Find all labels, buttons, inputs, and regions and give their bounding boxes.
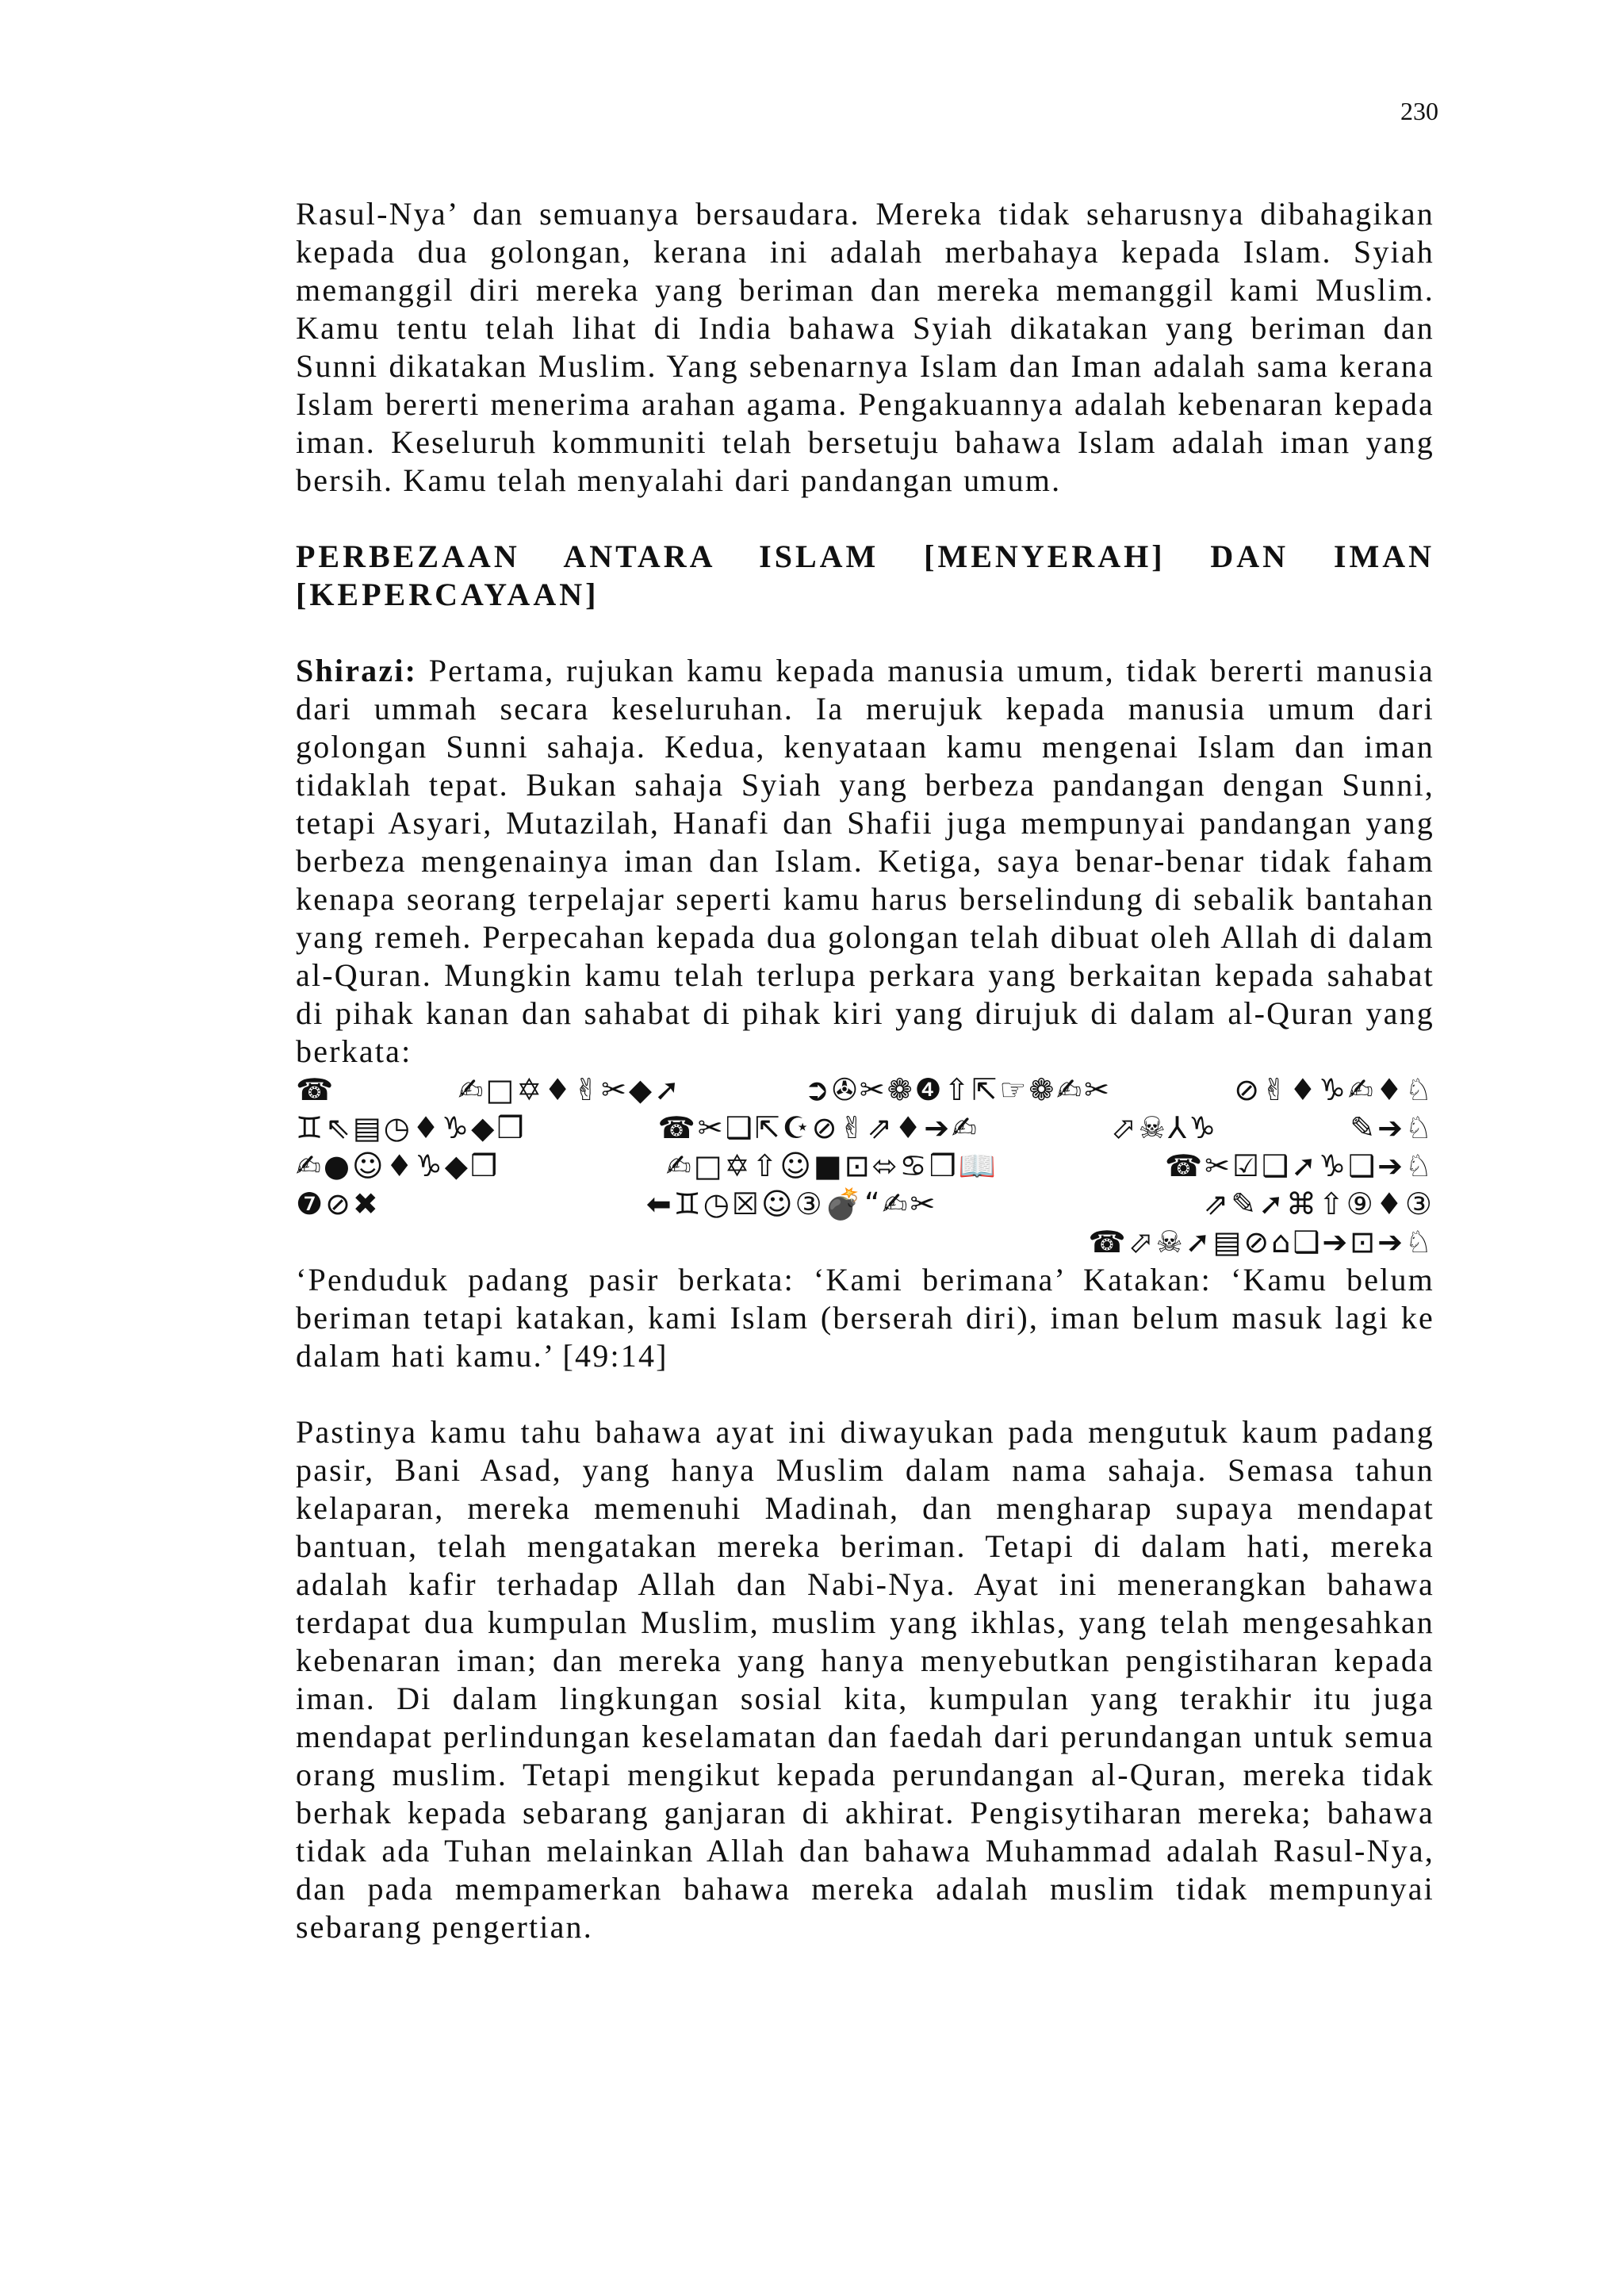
paragraph-shirazi bbox=[296, 652, 1434, 1071]
verse-glyph-line bbox=[296, 1223, 1434, 1261]
speaker-label: Shirazi: bbox=[296, 653, 418, 688]
verse-glyph-word: ❼⊘✖ bbox=[296, 1186, 381, 1221]
verse-glyph-word: ➲✇✂❁❹⇧⇱☞❁✍✂ bbox=[804, 1072, 1112, 1107]
spacer bbox=[296, 614, 1434, 652]
page-number: 230 bbox=[1400, 97, 1438, 125]
verse-glyph-word: ⇗✎➚⌘⇧⑨♦③ bbox=[1203, 1186, 1434, 1221]
spacer bbox=[296, 1375, 1434, 1413]
verse-glyph-word: ✍□✡⇧☺■⊡⬄♋❒📖 bbox=[665, 1148, 998, 1183]
verse-glyph-word: ⬀☠⅄♑ bbox=[1110, 1110, 1219, 1145]
verse-glyph-word: ⊘✌♦♑✍♦♘ bbox=[1234, 1072, 1434, 1107]
verse-translation: ‘Penduduk padang pasir berkata: ‘Kami berimana’ Katakan: ‘Kamu belum beriman tetapi katakan, kami Islam (berserah diri), iman belum masuk lagi ke dalam hati kamu.’ [49:14] bbox=[296, 1262, 1434, 1374]
paragraph-intro: Rasul-Nya’ dan semuanya bersaudara. Mereka tidak seharusnya dibahagikan kepada dua golongan, kerana ini adalah merbahaya kepada Islam. Syiah memanggil diri mereka yang beriman dan mereka memanggil kami Muslim. Kamu tentu telah lihat di India bahawa Syiah dikatakan yang beriman dan Sunni dikatakan Muslim. Yang sebenarnya Islam dan Iman adalah sama kerana Islam bererti menerima arahan agama. Pengakuannya adalah kebenaran kepada iman. Keseluruh kommuniti telah bersetuju bahawa Islam adalah iman yang bersih. Kamu telah menyalahi dari pandangan umum. bbox=[296, 196, 1434, 498]
verse-glyph-word: ☎✂❑⇱☪⊘✌⇗♦➔✍ bbox=[657, 1110, 979, 1145]
page-body bbox=[296, 195, 1434, 1946]
spacer bbox=[296, 500, 1434, 538]
verse-glyph-word: ✍□✡♦✌✂◆➚ bbox=[458, 1072, 682, 1107]
verse-glyph-line bbox=[296, 1071, 1434, 1109]
verse-glyph-line bbox=[296, 1109, 1434, 1147]
paragraph-explanation: Pastinya kamu tahu bahawa ayat ini diwayukan pada mengutuk kaum padang pasir, Bani Asad, yang hanya Muslim dalam nama sahaja. Semasa tahun kelaparan, mereka memenuhi Madinah, dan mengharap supaya mendapat bantuan, telah mengatakan mereka beriman. Tetapi di dalam hati, mereka adalah kafir terhadap Allah dan Nabi-Nya. Ayat ini menerangkan bahawa terdapat dua kumpulan Muslim, muslim yang ikhlas, yang telah mengesahkan kebenaran iman; dan mereka yang hanya menyebutkan pengistiharan kepada iman. Di dalam lingkungan sosial kita, kumpulan yang terakhir itu juga mendapat perlindungan keselamatan dan faedah dari perundangan untuk semua orang muslim. Tetapi mengikut kepada perundangan al-Quran, mereka tidak berhak kepada sebarang ganjaran di akhirat. Pengisytiharan mereka; bahawa tidak ada Tuhan melainkan Allah dan bahawa Muhammad adalah Rasul-Nya, dan pada mempamerkan bahawa mereka adalah muslim tidak mempunyai sebarang pengertian. bbox=[296, 1414, 1434, 1945]
verse-glyph-word: ✍●☺♦♑◆❒ bbox=[296, 1148, 500, 1183]
verse-glyph-word: ☎ bbox=[296, 1072, 336, 1107]
verse-glyph-line bbox=[296, 1147, 1434, 1185]
verse-glyph-word: ⬅♊◷☒☺③💣“✍✂ bbox=[645, 1186, 938, 1221]
verse-glyph-word: ♊⇖▤◷♦♑◆❒ bbox=[296, 1110, 527, 1145]
verse-glyph-line bbox=[296, 1185, 1434, 1223]
section-heading-line2: [KEPERCAYAAN] bbox=[296, 577, 599, 612]
quran-verse-glyphs bbox=[296, 1071, 1434, 1261]
section-heading-line1: PERBEZAAN ANTARA ISLAM [MENYERAH] DAN IMAN bbox=[296, 539, 1434, 574]
paragraph-shirazi-text: Pertama, rujukan kamu kepada manusia umum, tidak bererti manusia dari ummah secara keseluruhan. Ia merujuk kepada manusia umum dari golongan Sunni sahaja. Kedua, kenyataan kamu mengenai Islam dan iman tidaklah tepat. Bukan sahaja Syiah yang berbeza pandangan dengan Sunni, tetapi Asyari, Mutazilah, Hanafi dan Shafii juga mempunyai pandangan yang berbeza mengenainya iman dan Islam. Ketiga, saya benar-benar tidak faham kenapa seorang terpelajar seperti kamu harus berselindung di sebalik bantahan yang remeh. Perpecahan kepada dua golongan telah dibuat oleh Allah di dalam al-Quran. Mungkin kamu telah terlupa perkara yang berkaitan kepada sahabat di pihak kanan dan sahabat di pihak kiri yang dirujuk di dalam al-Quran yang berkata: bbox=[296, 653, 1434, 1069]
verse-glyph-word: ☎⬀☠➚▤⊘⌂❑➔⊡➔♘ bbox=[1088, 1225, 1434, 1259]
verse-glyph-word: ☎✂☑❑➚♑❑➔♘ bbox=[1164, 1148, 1434, 1183]
verse-glyph-word: ✎➔♘ bbox=[1350, 1110, 1434, 1145]
